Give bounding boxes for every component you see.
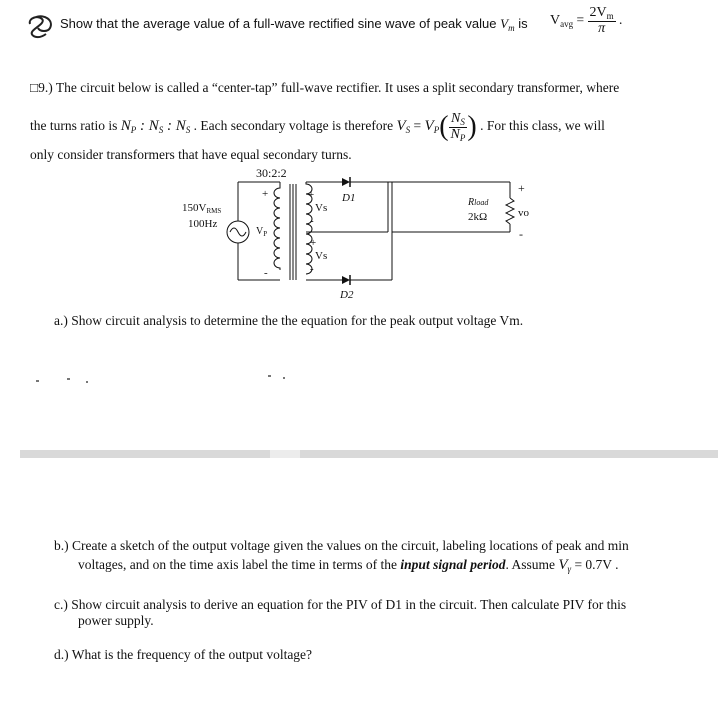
page-divider-light [270, 450, 300, 458]
svg-text:+: + [308, 189, 315, 201]
q9-label: □9.) [30, 80, 53, 95]
rload-value: 2kΩ [468, 211, 488, 223]
part-d: d.) What is the frequency of the output voltage? [54, 647, 313, 662]
q8-text: Show that the average value of a full-wave rectified sine wave of peak value [60, 16, 497, 31]
diode-d2-icon [342, 276, 350, 284]
d2-label: D2 [340, 289, 354, 301]
part-c-line2: power supply. [78, 613, 154, 628]
primary-coil-icon [274, 182, 280, 270]
page-divider [20, 450, 718, 458]
load-resistor-icon [506, 198, 514, 224]
svg-text:+: + [518, 181, 525, 195]
q8-formula: $V_{avg}$ = $\frac{2V_m}{\pi}$ . [550, 5, 623, 36]
q8-line: Show that the average value of a full-wave rectified sine wave of peak value $V_m$ is [60, 16, 528, 33]
svg-text:-: - [310, 263, 314, 275]
svg-text:+: + [310, 237, 317, 249]
d1-label: D1 [342, 192, 356, 204]
q9-line1: □9.) The circuit below is called a “center-tap” full-wave rectifier. It uses a split secondary transformer, where [30, 80, 620, 95]
diode-d1-icon [342, 178, 350, 186]
scribbled-number-icon [26, 14, 58, 42]
part-a: a.) Show circuit analysis to determine the the equation for the peak output voltage Vm. [54, 313, 524, 328]
turns-ratio-label: 30:2:2 [256, 166, 287, 180]
primary-minus: - [264, 267, 268, 279]
part-b-line2: voltages, and on the time axis label the time in terms of the input signal period. Assume $V_\gamma = 0.7V$ . [78, 557, 619, 574]
rload-label: Rload [468, 197, 489, 208]
svg-text:-: - [519, 227, 523, 241]
source-rms-label: 150VRMS [182, 202, 222, 215]
part-b-line1: b.) Create a sketch of the output voltage given the values on the circuit, labeling locations of peak and min [54, 538, 629, 553]
primary-plus: + [262, 188, 269, 200]
center-tap-rectifier-circuit [170, 162, 570, 302]
source-freq-label: 100Hz [188, 218, 218, 230]
scan-mark [86, 381, 88, 383]
q9-line2: the turns ratio is $N_P$ : $N_S$ : $N_S$ . Each secondary voltage is therefore $V_S = V_P$( $\frac{N_S}{N_P}$ ) . For this class, we will [30, 110, 605, 143]
scan-mark [67, 378, 70, 380]
scan-mark [268, 375, 271, 377]
vs-top-label: Vs [315, 202, 328, 214]
scan-mark [36, 380, 39, 382]
scan-mark [283, 377, 285, 379]
svg-text:-: - [310, 215, 314, 227]
vo-label: vo [518, 207, 529, 219]
part-c-line1: c.) Show circuit analysis to derive an equation for the PIV of D1 in the circuit. Then calculate PIV for this [54, 597, 627, 612]
q9-line3: only consider transformers that have equal secondary turns. [30, 147, 352, 162]
vp-label: $V_P$ [256, 226, 268, 238]
vs-bottom-label: Vs [315, 250, 328, 262]
